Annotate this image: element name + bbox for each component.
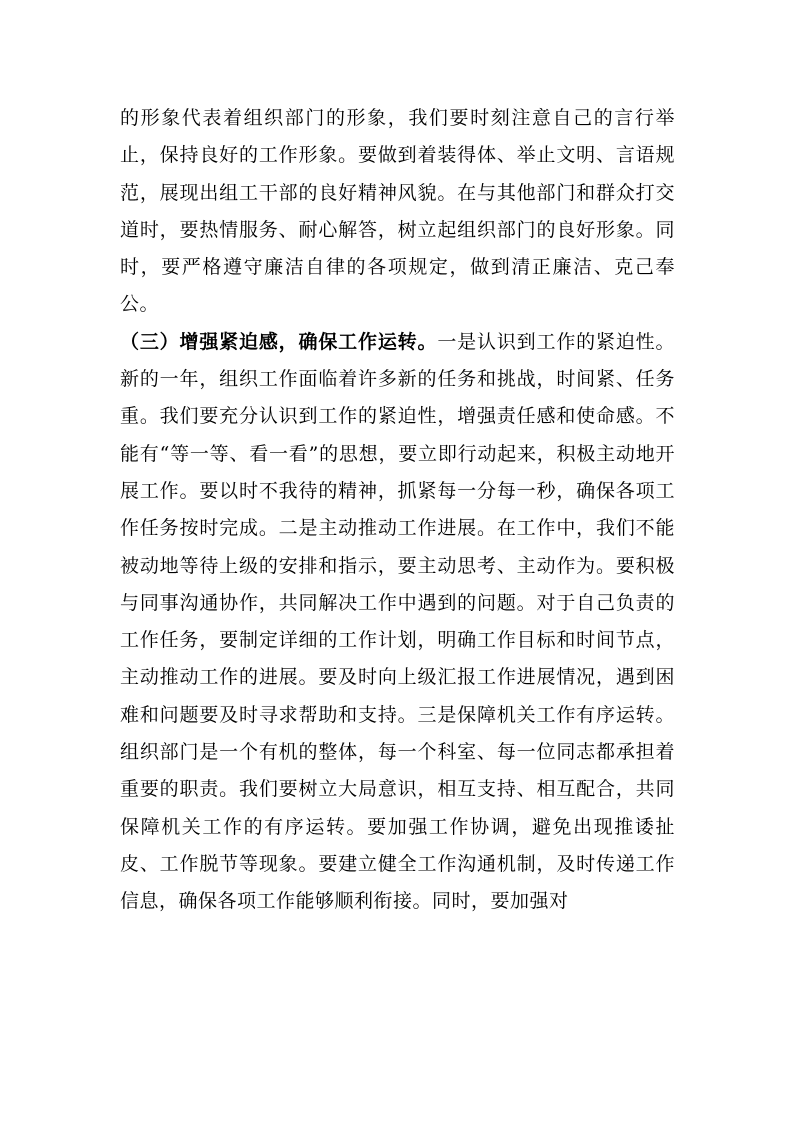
paragraph-text: 的形象代表着组织部门的形象，我们要时刻注意自己的言行举止，保持良好的工作形象。要做到着装得体、举止文明、言语规范，展现出组工干部的良好精神风貌。在与其他部门和群众打交道时，要热情服务、耐心解答，树立起组织部门的良好形象。同时，要严格遵守廉洁自律的各项规定，做到清正廉洁、克己奉公。 <box>120 107 675 316</box>
paragraph-image-conduct <box>120 100 675 324</box>
section-body: 一是认识到工作的紧迫性。新的一年，组织工作面临着许多新的任务和挑战，时间紧、任务重。我们要充分认识到工作的紧迫性，增强责任感和使命感。不能有“等一等、看一看”的思想，要立即行动起来，积极主动地开展工作。要以时不我待的精神，抓紧每一分每一秒，确保各项工作任务按时完成。二是主动推动工作进展。在工作中，我们不能被动地等待上级的安排和指示，要主动思考、主动作为。要积极与同事沟通协作，共同解决工作中遇到的问题。对于自己负责的工作任务，要制定详细的工作计划，明确工作目标和时间节点，主动推动工作的进展。要及时向上级汇报工作进展情况，遇到困难和问题要及时寻求帮助和支持。三是保障机关工作有序运转。组织部门是一个有机的整体，每一个科室、每一位同志都承担着重要的职责。我们要树立大局意识，相互支持、相互配合，共同保障机关工作的有序运转。要加强工作协调，避免出现推诿扯皮、工作脱节等现象。要建立健全工作沟通机制，及时传递工作信息，确保各项工作能够顺利衔接。同时，要加强对 <box>120 330 675 913</box>
paragraph-section-3 <box>120 324 675 921</box>
document-body <box>120 100 675 921</box>
section-heading: （三）增强紧迫感，确保工作运转。 <box>120 330 438 353</box>
